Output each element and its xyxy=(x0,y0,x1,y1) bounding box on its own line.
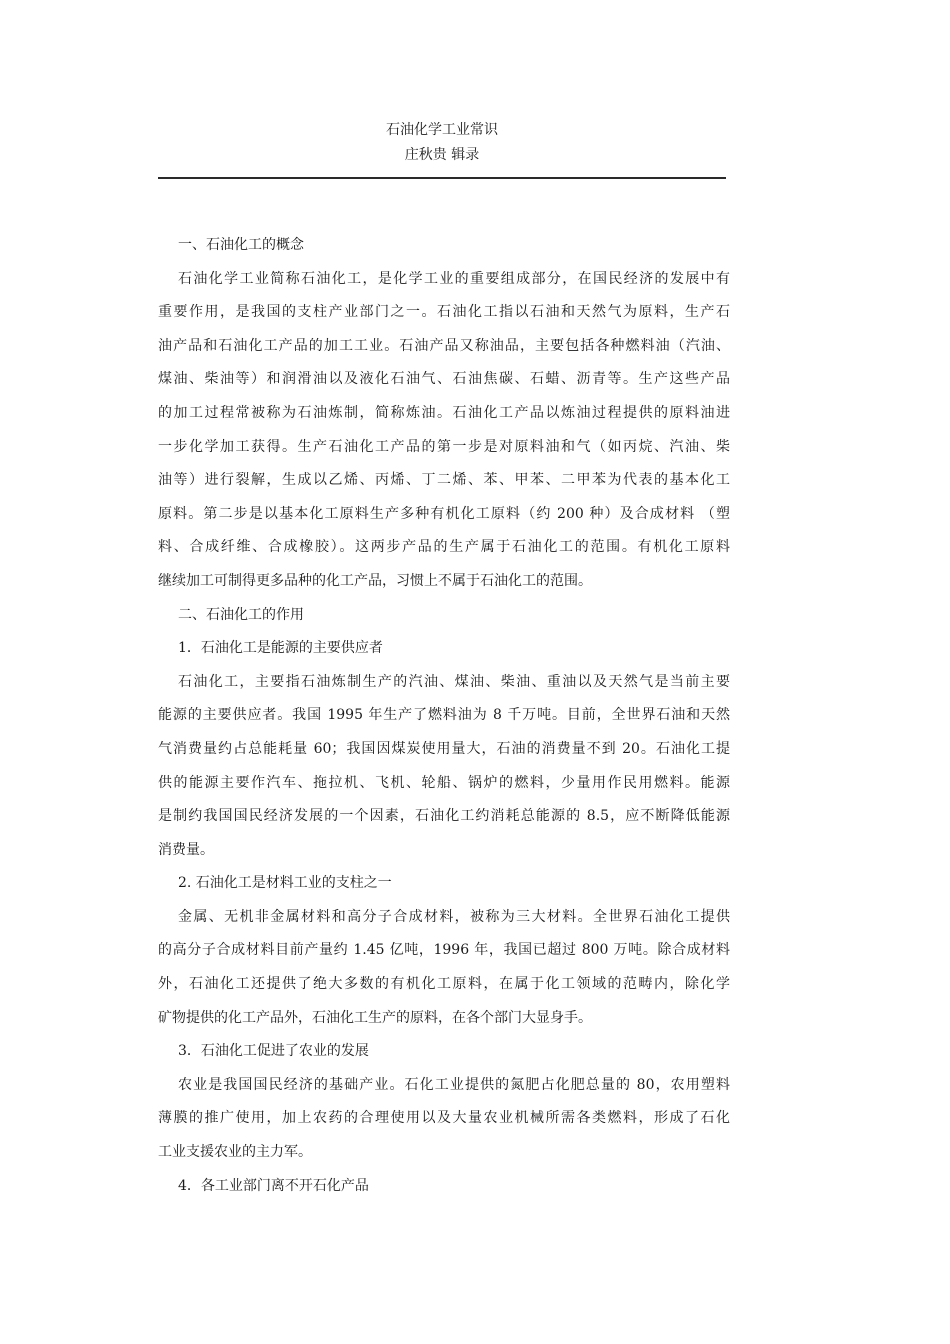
paragraph-line: 气消费量约占总能耗量 60；我国因煤炭使用量大，石油的消费量不到 20。石油化工提 xyxy=(158,740,730,757)
section-heading: 4．各工业部门离不开石化产品 xyxy=(178,1177,369,1194)
document-title: 石油化学工业常识 xyxy=(386,122,498,138)
paragraph-line: 工业支援农业的主力军。 xyxy=(158,1144,312,1161)
section-heading: 二、石油化工的作用 xyxy=(178,606,304,623)
paragraph-line: 外，石油化工还提供了绝大多数的有机化工原料，在属于化工领域的范畴内，除化学 xyxy=(158,976,730,993)
document-author: 庄秋贵 辑录 xyxy=(404,147,480,163)
paragraph-line: 油产品和石油化工产品的加工工业。石油产品又称油品，主要包括各种燃料油（汽油、 xyxy=(158,337,730,354)
paragraph-line: 一步化学加工获得。生产石油化工产品的第一步是对原料油和气（如丙烷、汽油、柴 xyxy=(158,438,730,455)
document-body xyxy=(158,229,730,1203)
section-heading: 一、石油化工的概念 xyxy=(178,237,304,253)
paragraph-line: 石油化学工业简称石油化工，是化学工业的重要组成部分，在国民经济的发展中有 xyxy=(178,270,730,287)
paragraph-line: 重要作用，是我国的支柱产业部门之一。石油化工指以石油和天然气为原料，生产石 xyxy=(158,304,730,321)
paragraph-line: 油等）进行裂解，生成以乙烯、丙烯、丁二烯、苯、甲苯、二甲苯为代表的基本化工 xyxy=(158,472,730,489)
paragraph-line: 煤油、柴油等）和润滑油以及液化石油气、石油焦碳、石蜡、沥青等。生产这些产品 xyxy=(158,371,730,388)
section-heading: 1．石油化工是能源的主要供应者 xyxy=(178,640,383,657)
paragraph-line: 石油化工，主要指石油炼制生产的汽油、煤油、柴油、重油以及天然气是当前主要 xyxy=(178,673,730,690)
paragraph-line: 是制约我国国民经济发展的一个因素，石油化工约消耗总能源的 8.5，应不断降低能源 xyxy=(158,808,730,825)
paragraph-line: 金属、无机非金属材料和高分子合成材料，被称为三大材料。全世界石油化工提供 xyxy=(178,908,730,925)
paragraph-line: 薄膜的推广使用，加上农药的合理使用以及大量农业机械所需各类燃料，形成了石化 xyxy=(158,1110,730,1127)
header-divider xyxy=(158,177,726,179)
paragraph-line: 消费量。 xyxy=(158,841,214,858)
section-heading: 3．石油化工促进了农业的发展 xyxy=(178,1043,369,1060)
section-heading: 2. 石油化工是材料工业的支柱之一 xyxy=(178,875,392,892)
paragraph-line: 原料。第二步是以基本化工原料生产多种有机化工原料（约 200 种）及合成材料 （塑 xyxy=(158,505,730,522)
paragraph-line: 的加工过程常被称为石油炼制，简称炼油。石油化工产品以炼油过程提供的原料油进 xyxy=(158,404,730,421)
paragraph-line: 供的能源主要作汽车、拖拉机、飞机、轮船、锅炉的燃料，少量用作民用燃料。能源 xyxy=(158,774,730,791)
paragraph-line: 料、合成纤维、合成橡胶）。这两步产品的生产属于石油化工的范围。有机化工原料 xyxy=(158,539,730,556)
paragraph-line: 农业是我国国民经济的基础产业。石化工业提供的氮肥占化肥总量的 80，农用塑料 xyxy=(178,1076,730,1093)
paragraph-line: 的高分子合成材料目前产量约 1.45 亿吨，1996 年，我国已超过 800 万吨。除合成材料 xyxy=(158,942,730,959)
paragraph-line: 能源的主要供应者。我国 1995 年生产了燃料油为 8 千万吨。目前，全世界石油和天然 xyxy=(158,707,730,724)
paragraph-line: 继续加工可制得更多品种的化工产品，习惯上不属于石油化工的范围。 xyxy=(158,572,592,589)
paragraph-line: 矿物提供的化工产品外，石油化工生产的原料，在各个部门大显身手。 xyxy=(158,1009,592,1026)
document-header xyxy=(158,118,726,168)
